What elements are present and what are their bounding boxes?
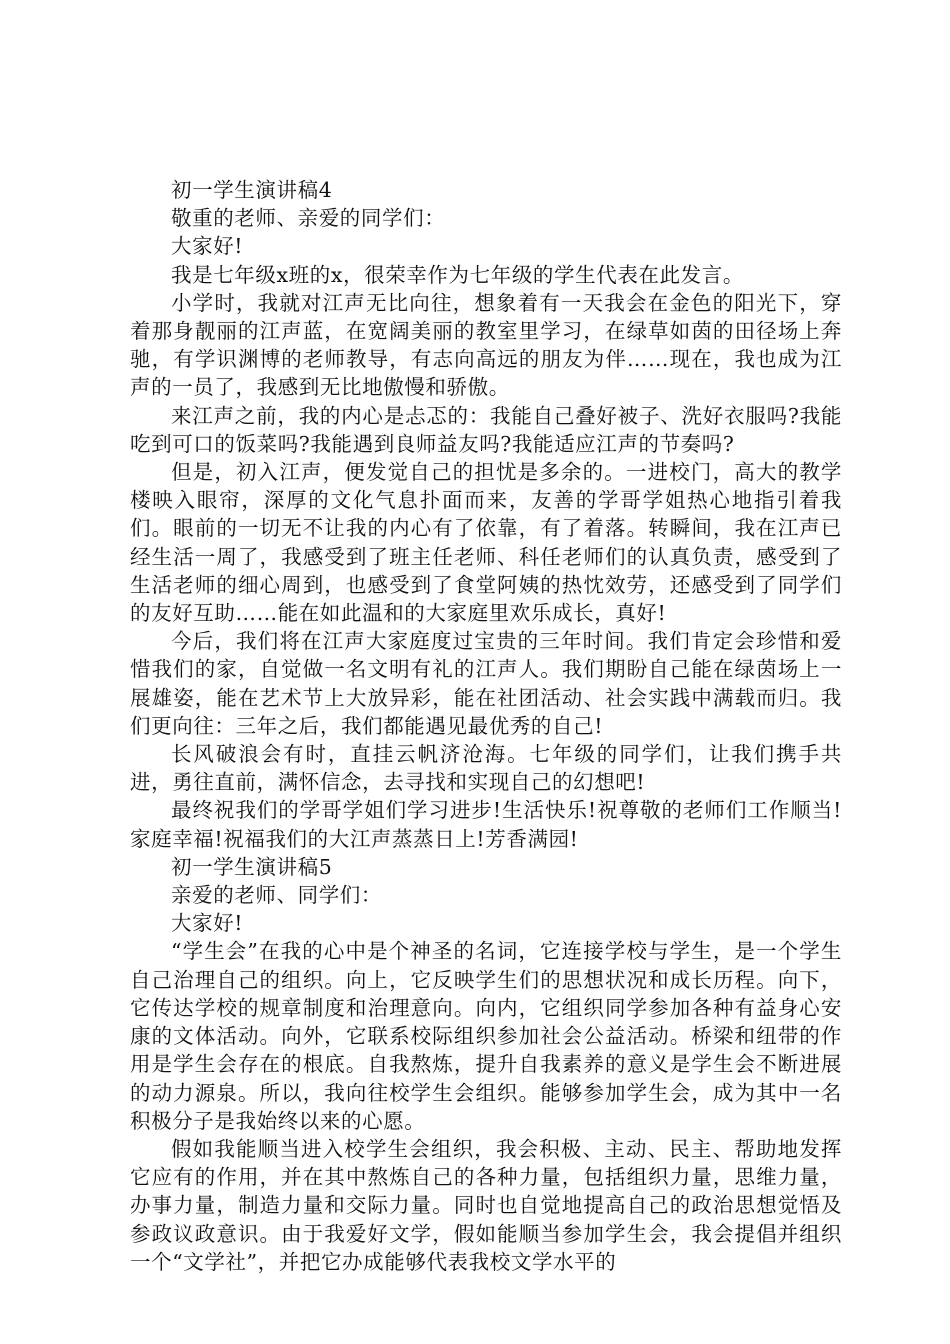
document-body [130, 176, 842, 1276]
speech-title: 初一学生演讲稿5 [171, 854, 333, 879]
body-paragraph: 来江声之前，我的内心是忐忑的：我能自己叠好被子、洗好衣服吗?我能吃到可口的饭菜吗?我能遇到良师益友吗?我能适应江声的节奏吗? [130, 403, 842, 456]
speech-title: 初一学生演讲稿4 [171, 178, 333, 202]
body-paragraph: 但是，初入江声，便发觉自己的担忧是多余的。一进校门，高大的教学楼映入眼帘，深厚的文化气息扑面而来，友善的学哥学姐热心地指引着我们。眼前的一切无不让我的内心有了依靠，有了着落。转瞬间，我在江声已经生活一周了，我感受到了班主任老师、科任老师们的认真负责，感受到了生活老师的细心周到，也感受到了食堂阿姨的热忱效劳，还感受到了同学们的友好互助……能在如此温和的大家庭里欢乐成长，真好! [130, 460, 842, 626]
body-paragraph: 最终祝我们的学哥学姐们学习进步!生活快乐!祝尊敬的老师们工作顺当!家庭幸福!祝福我们的大江声蒸蒸日上!芳香满园! [130, 798, 842, 851]
salutation: 敬重的老师、亲爱的同学们： [171, 206, 446, 231]
body-paragraph: 长风破浪会有时，直挂云帆济沧海。七年级的同学们，让我们携手共进，勇往直前，满怀信念，去寻找和实现自己的幻想吧! [130, 742, 842, 795]
body-paragraph: 我是七年级x班的x，很荣幸作为七年级的学生代表在此发言。 [171, 262, 744, 287]
body-paragraph: 小学时，我就对江声无比向往，想象着有一天我会在金色的阳光下，穿着那身靓丽的江声蓝，在宽阔美丽的教室里学习，在绿草如茵的田径场上奔驰，有学识渊博的老师教导，有志向高远的朋友为伴……现在，我也成为江声的一员了，我感到无比地傲慢和骄傲。 [130, 290, 842, 400]
body-paragraph: 今后，我们将在江声大家庭度过宝贵的三年时间。我们肯定会珍惜和爱惜我们的家，自觉做一名文明有礼的江声人。我们期盼自己能在绿茵场上一展雄姿，能在艺术节上大放异彩，能在社团活动、社会实践中满载而归。我们更向往：三年之后，我们都能遇见最优秀的自己! [130, 629, 842, 738]
greeting: 大家好! [171, 911, 244, 936]
greeting: 大家好! [171, 234, 244, 259]
body-paragraph: “学生会”在我的心中是个神圣的名词，它连接学校与学生，是一个学生自己治理自己的组织。向上，它反映学生们的思想状况和成长历程。向下，它传达学校的规章制度和治理意向。向内，它组织同学参加各种有益身心安康的文体活动。向外，它联系校际组织参加社会公益活动。桥梁和纽带的作用是学生会存在的根底。自我熬炼，提升自我素养的意义是学生会不断进展的动力源泉。所以，我向往校学生会组织。能够参加学生会，成为其中一名积极分子是我始终以来的心愿。 [130, 939, 842, 1133]
body-paragraph: 假如我能顺当进入校学生会组织，我会积极、主动、民主、帮助地发挥它应有的作用，并在其中熬炼自己的各种力量，包括组织力量，思维力量，办事力量，制造力量和交际力量。同时也自觉地提高自己的政治思想觉悟及参政议政意识。由于我爱好文学，假如能顺当参加学生会，我会提倡并组织一个“文学社”，并把它办成能够代表我校文学水平的 [130, 1136, 842, 1274]
salutation: 亲爱的老师、同学们： [171, 883, 382, 908]
